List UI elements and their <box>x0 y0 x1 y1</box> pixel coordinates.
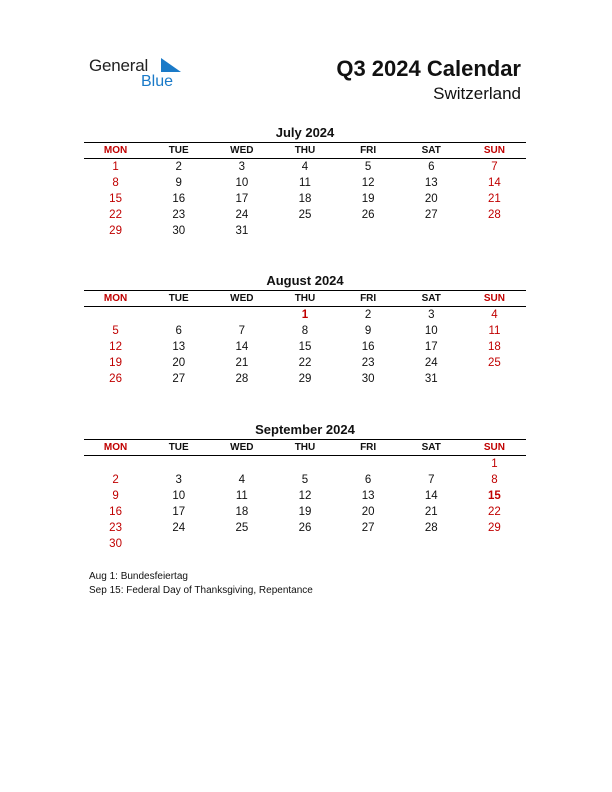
weekday-header: WED <box>210 440 273 456</box>
day-cell: 10 <box>424 325 438 337</box>
week-row <box>84 307 526 324</box>
weekday-header: THU <box>273 143 336 159</box>
day-cell: 5 <box>112 325 119 337</box>
day-cell: 25 <box>488 357 501 369</box>
day-cell: 23 <box>361 357 375 369</box>
day-cell: 1 <box>301 309 309 321</box>
day-cell <box>463 536 526 552</box>
day-cell: 19 <box>298 506 312 518</box>
day-cell: 8 <box>491 474 498 486</box>
day-cell <box>84 456 147 473</box>
week-row <box>84 536 526 552</box>
weekday-header: FRI <box>337 291 400 307</box>
month-july <box>84 124 526 239</box>
day-cell: 16 <box>172 193 186 205</box>
week-row <box>84 504 526 520</box>
week-row <box>84 323 526 339</box>
day-cell: 5 <box>364 161 372 173</box>
month-title: August 2024 <box>266 273 344 288</box>
day-cell <box>84 307 147 324</box>
month-grid <box>84 439 526 552</box>
day-cell: 27 <box>172 373 186 385</box>
weekday-header: SAT <box>400 291 463 307</box>
day-cell: 26 <box>361 209 375 221</box>
page-subtitle: Switzerland <box>433 84 521 103</box>
page-title: Q3 2024 Calendar <box>336 56 521 81</box>
day-cell: 30 <box>172 225 186 237</box>
day-cell: 31 <box>424 373 438 385</box>
weekday-header: MON <box>84 291 147 307</box>
day-cell: 13 <box>172 341 186 353</box>
day-cell: 2 <box>175 161 182 173</box>
day-cell <box>273 536 336 552</box>
week-row <box>84 371 526 387</box>
weekday-header: TUE <box>147 143 210 159</box>
weekday-header: FRI <box>337 440 400 456</box>
day-cell <box>147 456 210 473</box>
day-cell <box>147 307 210 324</box>
day-cell: 24 <box>172 522 186 534</box>
weekday-header: SUN <box>463 440 526 456</box>
day-cell: 8 <box>112 177 119 189</box>
week-row <box>84 456 526 473</box>
day-cell: 2 <box>364 309 372 321</box>
week-row <box>84 472 526 488</box>
weekday-header: MON <box>84 143 147 159</box>
day-cell: 9 <box>364 325 372 337</box>
logo-word-general: General <box>89 56 149 75</box>
day-cell: 22 <box>298 357 312 369</box>
day-cell: 17 <box>424 341 438 353</box>
day-cell: 10 <box>172 490 186 502</box>
day-cell: 24 <box>235 209 249 221</box>
day-cell: 11 <box>488 325 501 337</box>
day-cell: 17 <box>172 506 186 518</box>
holiday-note: Sep 15: Federal Day of Thanksgiving, Repentance <box>89 585 313 596</box>
day-cell: 3 <box>428 309 435 321</box>
day-cell <box>400 456 463 473</box>
day-cell: 18 <box>298 193 312 205</box>
month-september <box>84 421 526 552</box>
day-cell: 14 <box>488 177 501 189</box>
day-cell: 23 <box>109 522 122 534</box>
logo-triangle-icon <box>161 58 181 74</box>
week-row <box>84 339 526 355</box>
day-cell <box>400 223 463 239</box>
week-row <box>84 175 526 191</box>
day-cell: 7 <box>491 161 498 173</box>
day-cell: 31 <box>235 225 249 237</box>
weekday-header: FRI <box>337 143 400 159</box>
weekday-header: THU <box>273 291 336 307</box>
day-cell <box>400 536 463 552</box>
day-cell: 23 <box>172 209 186 221</box>
day-cell <box>273 223 336 239</box>
day-cell <box>147 536 210 552</box>
day-cell: 22 <box>488 506 501 518</box>
day-cell: 8 <box>301 325 309 337</box>
day-cell: 30 <box>361 373 375 385</box>
day-cell: 7 <box>238 325 246 337</box>
day-cell: 3 <box>175 474 182 486</box>
day-cell: 1 <box>112 161 119 173</box>
weekday-header: SAT <box>400 143 463 159</box>
day-cell: 11 <box>299 177 311 189</box>
logo-word-blue: Blue <box>141 73 174 90</box>
day-cell <box>337 223 400 239</box>
day-cell: 30 <box>109 538 122 550</box>
day-cell: 9 <box>112 490 119 502</box>
day-cell: 15 <box>488 490 501 502</box>
day-cell: 2 <box>112 474 119 486</box>
day-cell: 12 <box>109 341 122 353</box>
day-cell: 3 <box>238 161 246 173</box>
day-cell: 12 <box>298 490 312 502</box>
day-cell: 14 <box>424 490 438 502</box>
day-cell: 11 <box>235 490 248 502</box>
day-cell <box>337 536 400 552</box>
month-grid <box>84 290 526 387</box>
day-cell: 28 <box>488 209 501 221</box>
day-cell <box>210 307 273 324</box>
weekday-header: SUN <box>463 143 526 159</box>
day-cell: 22 <box>109 209 122 221</box>
month-title: July 2024 <box>275 125 335 140</box>
week-row <box>84 488 526 504</box>
day-cell: 18 <box>488 341 501 353</box>
day-cell <box>210 536 273 552</box>
day-cell: 29 <box>109 225 122 237</box>
day-cell: 19 <box>361 193 375 205</box>
day-cell: 18 <box>235 506 249 518</box>
day-cell: 16 <box>361 341 375 353</box>
day-cell: 9 <box>175 177 182 189</box>
day-cell: 13 <box>424 177 438 189</box>
day-cell: 21 <box>235 357 249 369</box>
weekday-header: TUE <box>147 291 210 307</box>
month-grid <box>84 142 526 239</box>
day-cell: 27 <box>424 209 438 221</box>
day-cell: 20 <box>361 506 375 518</box>
week-row <box>84 191 526 207</box>
week-row <box>84 207 526 223</box>
week-row <box>84 355 526 371</box>
day-cell: 4 <box>238 474 246 486</box>
generalblue-logo <box>89 56 189 96</box>
day-cell: 20 <box>424 193 438 205</box>
day-cell: 21 <box>424 506 438 518</box>
day-cell: 6 <box>175 325 182 337</box>
month-august <box>84 272 526 387</box>
day-cell <box>273 456 336 473</box>
day-cell: 26 <box>298 522 312 534</box>
day-cell: 28 <box>235 373 249 385</box>
day-cell: 10 <box>235 177 249 189</box>
day-cell: 26 <box>109 373 122 385</box>
day-cell: 4 <box>491 309 498 321</box>
day-cell: 15 <box>109 193 122 205</box>
day-cell <box>463 223 526 239</box>
day-cell: 25 <box>298 209 312 221</box>
weekday-header: SUN <box>463 291 526 307</box>
day-cell: 14 <box>235 341 249 353</box>
day-cell: 19 <box>109 357 122 369</box>
weekday-header: THU <box>273 440 336 456</box>
day-cell: 21 <box>488 193 501 205</box>
day-cell: 27 <box>361 522 375 534</box>
day-cell: 6 <box>364 474 372 486</box>
month-title: September 2024 <box>255 422 355 437</box>
day-cell: 25 <box>235 522 249 534</box>
day-cell: 15 <box>298 341 312 353</box>
day-cell <box>337 456 400 473</box>
day-cell: 16 <box>109 506 122 518</box>
holiday-notes <box>89 570 313 598</box>
week-row <box>84 520 526 536</box>
day-cell: 7 <box>428 474 435 486</box>
weekday-header: WED <box>210 143 273 159</box>
day-cell: 4 <box>301 161 309 173</box>
day-cell: 28 <box>424 522 438 534</box>
day-cell <box>463 371 526 387</box>
week-row <box>84 159 526 176</box>
day-cell: 20 <box>172 357 186 369</box>
day-cell: 17 <box>235 193 249 205</box>
week-row <box>84 223 526 239</box>
weekday-header: MON <box>84 440 147 456</box>
day-cell: 29 <box>298 373 312 385</box>
day-cell: 6 <box>428 161 435 173</box>
weekday-header: TUE <box>147 440 210 456</box>
day-cell: 13 <box>361 490 375 502</box>
day-cell: 24 <box>424 357 438 369</box>
weekday-header: WED <box>210 291 273 307</box>
day-cell: 1 <box>491 458 498 470</box>
holiday-note: Aug 1: Bundesfeiertag <box>89 571 188 582</box>
weekday-header: SAT <box>400 440 463 456</box>
day-cell: 12 <box>361 177 375 189</box>
day-cell <box>210 456 273 473</box>
day-cell: 5 <box>301 474 309 486</box>
day-cell: 29 <box>488 522 501 534</box>
